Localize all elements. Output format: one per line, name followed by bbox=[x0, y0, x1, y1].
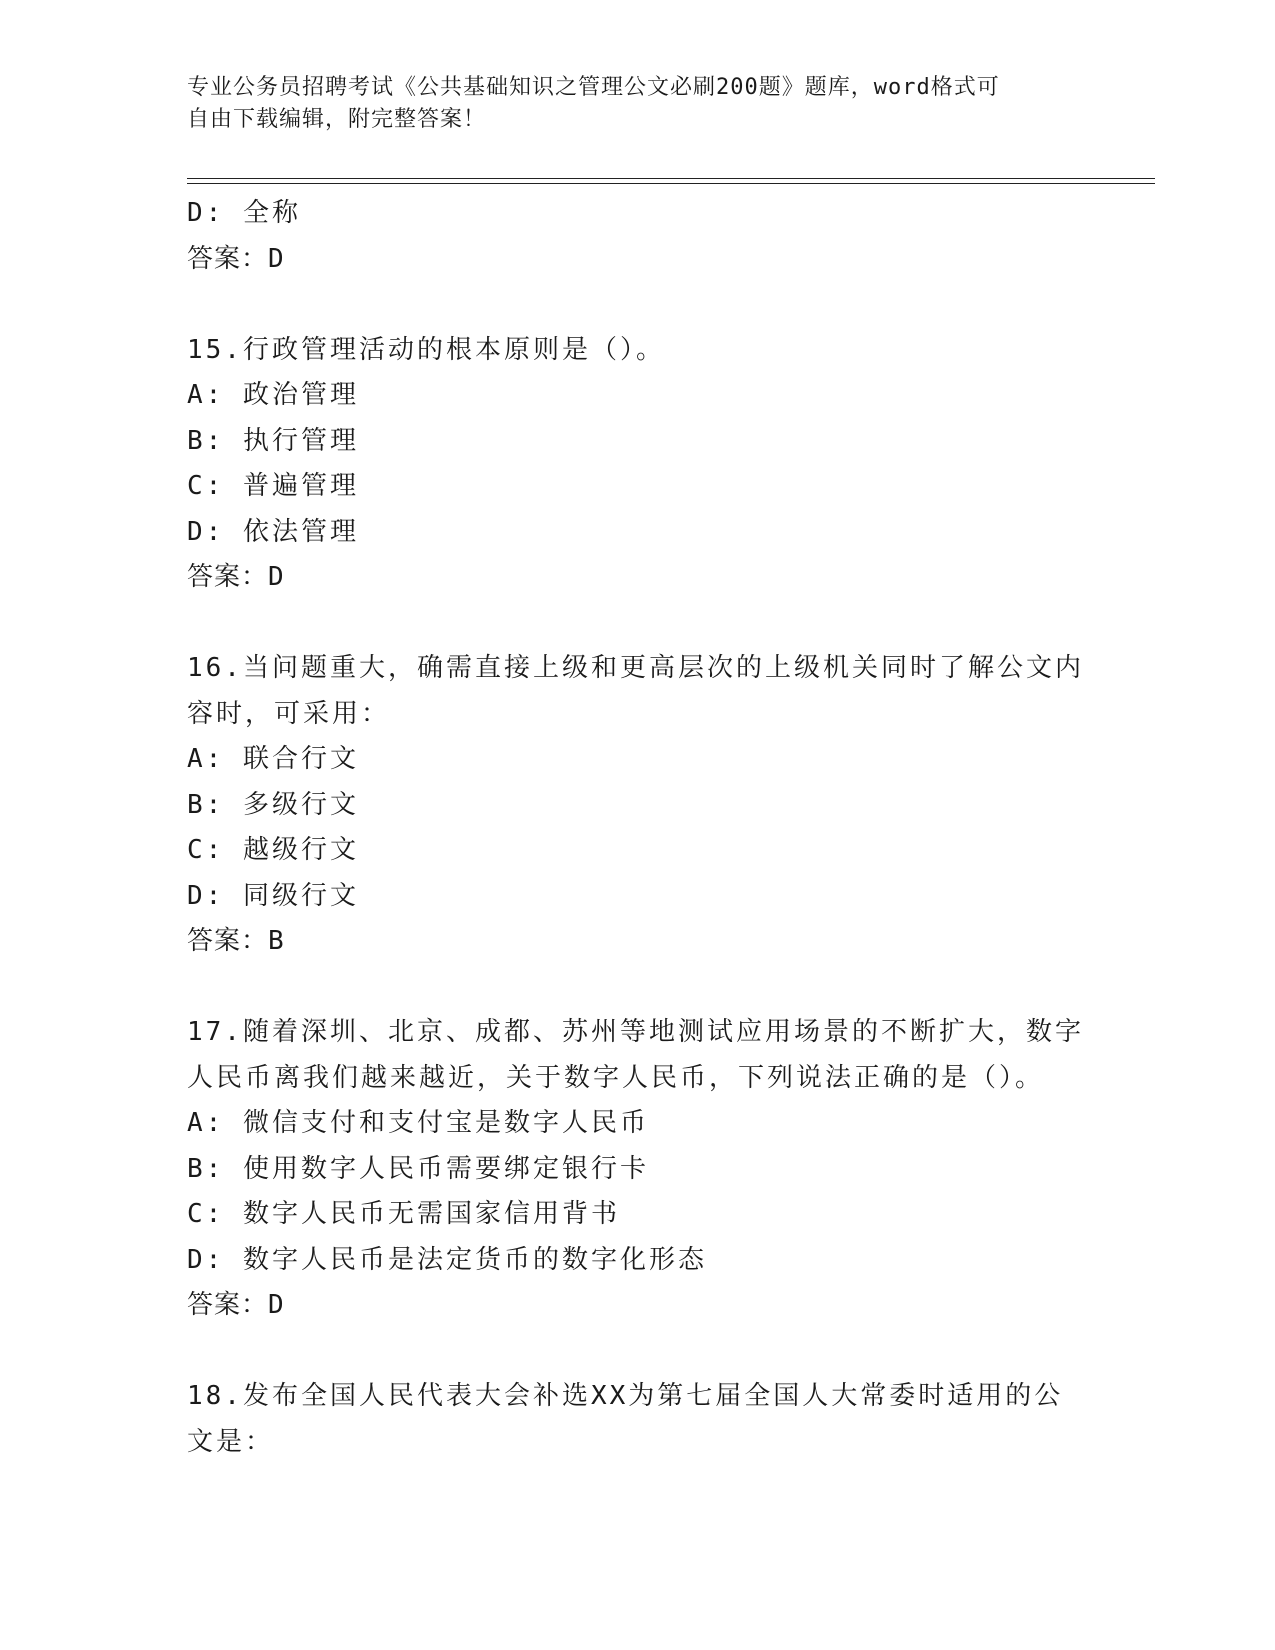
option-b: B: 多级行文 bbox=[187, 789, 359, 820]
answer: 答案：B bbox=[187, 926, 285, 956]
option-c: C: 数字人民币无需国家信用背书 bbox=[187, 1199, 620, 1229]
option-d: D: 数字人民币是法定货币的数字化形态 bbox=[187, 1244, 707, 1275]
question-15 bbox=[187, 328, 1087, 601]
question-stem-cont: 容时，可采用： bbox=[187, 698, 391, 729]
option-a: A: 政治管理 bbox=[187, 380, 359, 410]
option-b: B: 执行管理 bbox=[187, 425, 359, 456]
question-18 bbox=[187, 1374, 1087, 1465]
answer: 答案：D bbox=[187, 1290, 285, 1320]
spacer bbox=[187, 965, 1087, 1011]
option-a: A: 微信支付和支付宝是数字人民币 bbox=[187, 1108, 649, 1138]
prev-option-d: D: 全称 bbox=[187, 198, 301, 228]
question-stem: 18.发布全国人民代表大会补选XX为第七届全国人大常委时适用的公 bbox=[187, 1381, 1064, 1411]
header-line-1: 专业公务员招聘考试《公共基础知识之管理公文必刷200题》题库，word格式可 bbox=[187, 75, 1000, 100]
question-17 bbox=[187, 1010, 1087, 1329]
question-stem: 17.随着深圳、北京、成都、苏州等地测试应用场景的不断扩大，数字 bbox=[187, 1017, 1084, 1047]
header-rule-thin bbox=[187, 183, 1155, 184]
option-d: D: 依法管理 bbox=[187, 516, 359, 547]
option-c: C: 越级行文 bbox=[187, 835, 359, 865]
option-d: D: 同级行文 bbox=[187, 880, 359, 911]
question-stem-cont: 人民币离我们越来越近，关于数字人民币，下列说法正确的是（）。 bbox=[187, 1062, 1045, 1093]
header-line-2: 自由下载编辑，附完整答案！ bbox=[187, 107, 487, 132]
option-b: B: 使用数字人民币需要绑定银行卡 bbox=[187, 1153, 649, 1184]
header-rule-thick bbox=[187, 178, 1155, 179]
question-stem-cont: 文是： bbox=[187, 1426, 275, 1457]
spacer bbox=[187, 282, 1087, 328]
question-list bbox=[187, 191, 1087, 1465]
option-c: C: 普遍管理 bbox=[187, 471, 359, 501]
question-stem: 15.行政管理活动的根本原则是（）。 bbox=[187, 334, 665, 365]
question-16 bbox=[187, 646, 1087, 965]
answer: 答案：D bbox=[187, 562, 285, 592]
spacer bbox=[187, 1329, 1087, 1375]
option-a: A: 联合行文 bbox=[187, 744, 359, 774]
question-stem: 16.当问题重大，确需直接上级和更高层次的上级机关同时了解公文内 bbox=[187, 653, 1084, 683]
document-header bbox=[187, 72, 1067, 136]
prev-answer: 答案：D bbox=[187, 243, 285, 274]
spacer bbox=[187, 601, 1087, 647]
